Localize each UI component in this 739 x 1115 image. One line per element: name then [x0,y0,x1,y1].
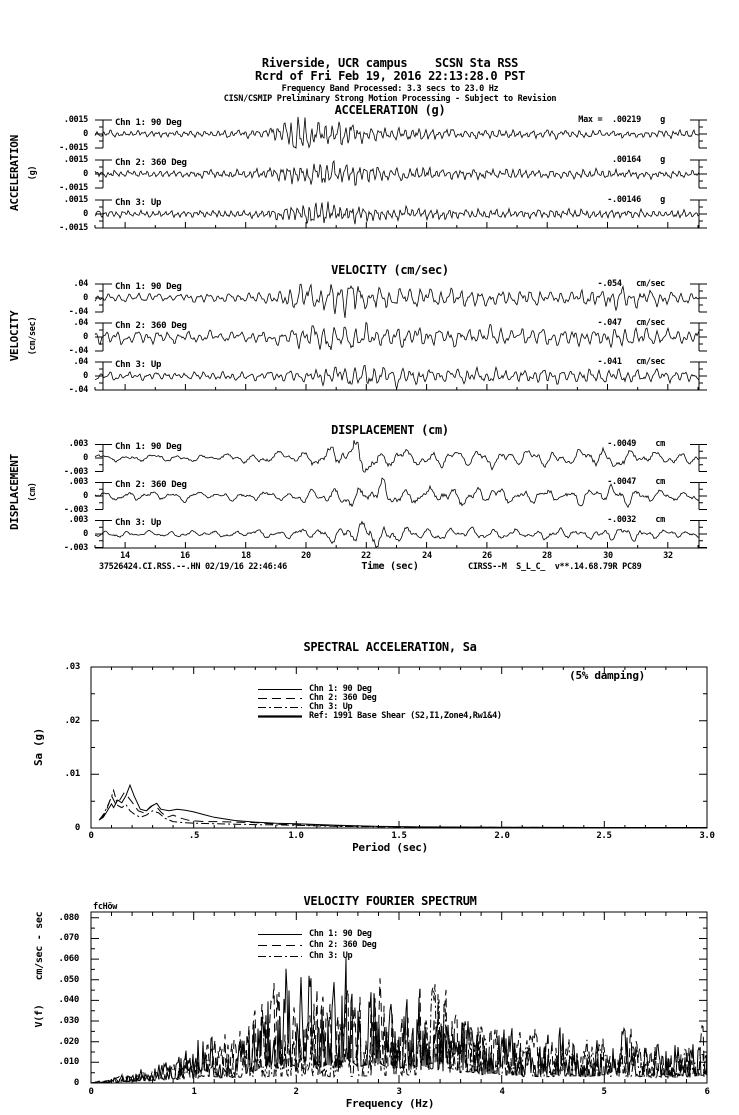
scale-tick-label: 0 [83,529,88,539]
velocity-group-title: VELOCITY (cm/sec) [331,263,449,277]
peak-value-label: -.0047 cm [607,477,665,487]
sa-ytick-label: .02 [64,716,80,726]
record-timestamp: Rcrd of Fri Feb 19, 2016 22:13:28.0 PST [254,69,526,83]
fourier-xtick-label: 2 [293,1087,299,1097]
scale-tick-label: 0 [83,169,88,179]
channel-label: Chn 2: 360 Deg [115,321,187,331]
sa-y-axis-label: Sa (g) [32,728,45,766]
scale-tick-label: .0015 [63,155,88,165]
fourier-ytick-label: .040 [58,995,79,1005]
scale-tick-label: 0 [83,129,88,139]
scale-tick-label: .003 [68,439,88,449]
fourier-x-axis-label: Frequency (Hz) [345,1097,435,1110]
channel-label: Chn 3: Up [115,518,162,528]
scale-tick-label: 0 [83,371,88,381]
scale-tick-label: -.0015 [59,223,88,233]
fourier-ytick-label: .050 [58,975,79,985]
channel-label: Chn 1: 90 Deg [115,282,182,292]
time-tick-label: 28 [542,551,552,561]
fourier-ytick-label: .020 [58,1037,79,1047]
peak-value-label: Max = .00219 g [578,115,665,125]
displacement-side-label: DISPLACEMENT [8,454,21,530]
station-title: Riverside, UCR campus SCSN Sta RSS [261,56,519,70]
record-id-footer: 37526424.CI.RSS.--.HN 02/19/16 22:46:46 [99,562,287,572]
frequency-band-note: Frequency Band Processed: 3.3 secs to 23.0 Hz [281,84,499,94]
sa-legend-label-chn3: Chn 3: Up [309,702,353,712]
time-axis-label: Time (sec) [361,561,419,572]
fourier-xtick-label: 4 [499,1087,505,1097]
scale-tick-label: 0 [83,293,88,303]
scale-tick-label: 0 [83,491,88,501]
channel-label: Chn 1: 90 Deg [115,118,182,128]
scale-tick-label: .04 [73,357,88,367]
fourier-legend-label-chn2: Chn 2: 360 Deg [309,940,377,950]
sa-ytick-label: 0 [74,823,80,833]
fourier-y-axis-label: V(f) [34,1004,45,1028]
time-tick-label: 16 [180,551,190,561]
peak-value-label: -.041 cm/sec [597,357,665,367]
fourier-legend-label-chn1: Chn 1: 90 Deg [309,929,372,939]
scale-tick-label: .04 [73,318,88,328]
scale-tick-label: 0 [83,209,88,219]
fourier-ytick-label: .010 [58,1057,79,1067]
channel-label: Chn 1: 90 Deg [115,442,182,452]
acceleration-side-label: ACCELERATION [8,135,21,211]
fourier-ytick-label: 0 [73,1078,79,1088]
scale-tick-label: -.04 [68,307,88,317]
sa-legend-label-chn2: Chn 2: 360 Deg [309,693,377,703]
fourier-ytick-label: .060 [58,954,79,964]
fourier-xtick-label: 6 [704,1087,710,1097]
fourier-legend-label-chn3: Chn 3: Up [309,951,353,961]
scale-tick-label: -.0015 [59,143,88,153]
acceleration-side-unit: (g) [28,165,38,181]
velocity-side-label: VELOCITY [8,310,21,362]
time-tick-label: 22 [361,551,371,561]
fourier-xtick-label: 1 [191,1087,197,1097]
scale-tick-label: 0 [83,332,88,342]
processing-note: CISN/CSMIP Preliminary Strong Motion Processing - Subject to Revision [223,94,557,104]
peak-value-label: -.00146 g [607,195,665,205]
sa-legend-label-chn1: Chn 1: 90 Deg [309,684,372,694]
peak-value-label: -.047 cm/sec [597,318,665,328]
peak-value-label: -.0049 cm [607,439,665,449]
fourier-y-axis-unit: cm/sec - sec [34,911,45,981]
channel-label: Chn 3: Up [115,360,162,370]
scale-tick-label: -.003 [63,505,88,515]
time-tick-label: 24 [422,551,432,561]
fc-filter-annotation: fcHöw [93,902,118,912]
sa-xtick-label: 1.0 [288,831,304,841]
scale-tick-label: .0015 [63,195,88,205]
sa-ytick-label: .01 [64,769,80,779]
scale-tick-label: -.04 [68,346,88,356]
scale-tick-label: .0015 [63,115,88,125]
velocity-side-unit: (cm/sec) [28,316,38,356]
scale-tick-label: -.003 [63,543,88,553]
time-tick-label: 18 [241,551,251,561]
scale-tick-label: 0 [83,453,88,463]
sa-xtick-label: 0 [88,831,94,841]
channel-label: Chn 2: 360 Deg [115,480,187,490]
channel-label: Chn 2: 360 Deg [115,158,187,168]
fourier-ytick-label: .080 [58,913,79,923]
channel-label: Chn 3: Up [115,198,162,208]
time-tick-label: 32 [663,551,673,561]
fourier-xtick-label: 5 [601,1087,607,1097]
sa-xtick-label: 3.0 [699,831,715,841]
sa-ytick-label: .03 [64,662,80,672]
time-tick-label: 30 [603,551,613,561]
sa-xtick-label: 2.0 [494,831,510,841]
scale-tick-label: -.04 [68,385,88,395]
displacement-group-title: DISPLACEMENT (cm) [331,423,449,437]
peak-value-label: -.0032 cm [607,515,665,525]
sa-xtick-label: 2.5 [596,831,612,841]
processing-code-footer: CIRSS--M S_L_C_ v**.14.68.79R PC89 [468,562,642,572]
peak-value-label: -.054 cm/sec [597,279,665,289]
displacement-side-unit: (cm) [28,482,38,502]
fourier-chart-title: VELOCITY FOURIER SPECTRUM [303,894,477,908]
time-tick-label: 26 [482,551,492,561]
acceleration-group-title: ACCELERATION (g) [334,103,446,117]
scale-tick-label: .003 [68,477,88,487]
scale-tick-label: -.003 [63,467,88,477]
scale-tick-label: -.0015 [59,183,88,193]
scale-tick-label: .04 [73,279,88,289]
damping-annotation: (5% damping) [569,669,645,682]
scale-tick-label: .003 [68,515,88,525]
sa-x-axis-label: Period (sec) [352,841,428,854]
peak-value-label: .00164 g [612,155,665,165]
time-tick-label: 14 [120,551,130,561]
sa-chart-title: SPECTRAL ACCELERATION, Sa [303,640,477,654]
fourier-xtick-label: 3 [396,1087,402,1097]
sa-xtick-label: 1.5 [391,831,407,841]
fourier-ytick-label: .030 [58,1016,79,1026]
time-tick-label: 20 [301,551,311,561]
sa-legend-label-ref: Ref: 1991 Base Shear (S2,I1,Zone4,Rw1&4) [309,711,502,721]
fourier-xtick-label: 0 [88,1087,94,1097]
fourier-ytick-label: .070 [58,933,79,943]
sa-xtick-label: .5 [188,831,200,841]
